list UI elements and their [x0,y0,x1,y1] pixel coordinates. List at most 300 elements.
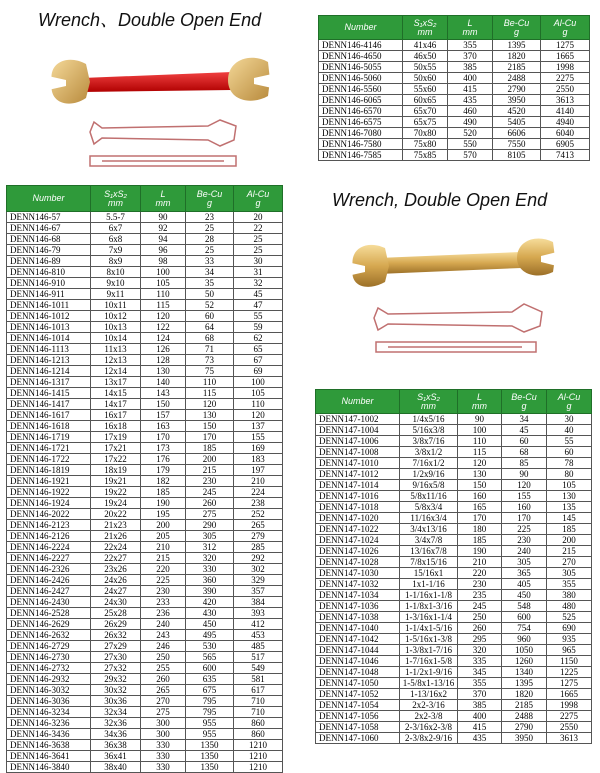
cell-length: 335 [458,656,502,667]
cell-be-cu: 275 [186,509,234,520]
cell-size: 1-13/16x2 [400,689,458,700]
cell-al-cu: 210 [234,476,283,487]
cell-be-cu: 365 [502,568,547,579]
cell-size: 27x29 [91,641,141,652]
cell-al-cu: 2275 [547,711,592,722]
cell-size: 55x60 [403,84,448,95]
table-row [319,139,590,150]
spec-table-imperial [315,389,592,744]
cell-be-cu: 2790 [502,722,547,733]
table-row [7,355,283,366]
cell-al-cu: 145 [547,513,592,524]
cell-al-cu: 302 [234,564,283,575]
cell-number: DENN147-1006 [316,436,400,447]
cell-be-cu: 185 [186,443,234,454]
cell-length: 245 [458,601,502,612]
cell-al-cu: 105 [547,480,592,491]
header-text: g [566,400,572,411]
cell-al-cu: 2550 [541,84,590,95]
cell-be-cu: 2488 [502,711,547,722]
cell-length: 460 [448,106,493,117]
cell-number: DENN146-2629 [7,619,91,630]
cell-number: DENN146-1617 [7,410,91,421]
cell-size: 29x32 [91,674,141,685]
cell-number: DENN147-1030 [316,568,400,579]
table-row [7,443,283,454]
cell-be-cu: 2185 [502,700,547,711]
header-al-cu [541,16,590,40]
cell-length: 210 [141,542,186,553]
cell-al-cu: 215 [547,546,592,557]
cell-al-cu: 3613 [547,733,592,744]
table-row [319,84,590,95]
cell-be-cu: 25 [186,245,234,256]
cell-al-cu: 62 [234,333,283,344]
cell-number: DENN147-1028 [316,557,400,568]
table-row [7,696,283,707]
cell-al-cu: 3613 [541,95,590,106]
cell-size: 50x60 [403,73,448,84]
cell-length: 176 [141,454,186,465]
cell-be-cu: 548 [502,601,547,612]
cell-number: DENN146-3638 [7,740,91,751]
cell-size: 6x7 [91,223,141,234]
table-row [316,458,592,469]
cell-number: DENN147-1056 [316,711,400,722]
header-be-cu [502,390,547,414]
cell-al-cu: 40 [547,425,592,436]
cell-length: 230 [458,579,502,590]
cell-size: 11x13 [91,344,141,355]
cell-number: DENN147-1022 [316,524,400,535]
header-text: mm [108,197,123,208]
cell-al-cu: 517 [234,652,283,663]
table-row [319,95,590,106]
cell-size: 13/16x7/8 [400,546,458,557]
table-row [7,641,283,652]
cell-length: 265 [141,685,186,696]
table-row [7,575,283,586]
cell-al-cu: 60 [547,447,592,458]
header-text: Al-Cu [553,17,577,28]
cell-al-cu: 690 [547,623,592,634]
cell-length: 100 [458,425,502,436]
cell-number: DENN146-6575 [319,117,403,128]
table-row [7,762,283,773]
cell-length: 435 [448,95,493,106]
cell-be-cu: 405 [502,579,547,590]
cell-al-cu: 1665 [541,51,590,62]
cell-length: 110 [141,289,186,300]
cell-al-cu: 6905 [541,139,590,150]
cell-be-cu: 4520 [493,106,541,117]
cell-al-cu: 238 [234,498,283,509]
cell-be-cu: 3950 [493,95,541,106]
cell-size: 20x22 [91,509,141,520]
cell-number: DENN147-1052 [316,689,400,700]
cell-number: DENN146-3032 [7,685,91,696]
cell-be-cu: 600 [502,612,547,623]
table-row [7,608,283,619]
header-number [316,390,400,414]
table-row [7,630,283,641]
cell-number: DENN147-1038 [316,612,400,623]
table-row [7,707,283,718]
cell-size: 16x18 [91,421,141,432]
cell-size: 18x19 [91,465,141,476]
cell-al-cu: 100 [234,377,283,388]
header-text: Al-Cu [246,188,270,199]
table-row [7,542,283,553]
cell-be-cu: 245 [186,487,234,498]
cell-al-cu: 55 [234,311,283,322]
header-text: S₁xS₂ [413,17,437,28]
cell-length: 236 [141,608,186,619]
cell-be-cu: 495 [186,630,234,641]
cell-size: 30x32 [91,685,141,696]
cell-al-cu: 130 [547,491,592,502]
cell-size: 1x1-1/16 [400,579,458,590]
cell-be-cu: 3950 [502,733,547,744]
cell-length: 385 [448,62,493,73]
header-text: S₁xS₂ [417,391,440,402]
header-text: L [160,188,166,199]
cell-al-cu: 30 [547,414,592,425]
cell-length: 160 [458,491,502,502]
cell-al-cu: 252 [234,509,283,520]
cell-be-cu: 305 [502,557,547,568]
cell-number: DENN147-1050 [316,678,400,689]
cell-al-cu: 1150 [547,656,592,667]
cell-be-cu: 64 [186,322,234,333]
cell-size: 34x36 [91,729,141,740]
cell-be-cu: 1820 [502,689,547,700]
header-text: Be-Cu [196,188,223,199]
cell-al-cu: 2550 [547,722,592,733]
header-length [458,390,502,414]
table-header-row [319,16,590,40]
cell-al-cu: 935 [547,634,592,645]
cell-size: 13x17 [91,377,141,388]
table-row [7,454,283,465]
cell-length: 330 [141,751,186,762]
cell-size: 6x8 [91,234,141,245]
cell-length: 128 [141,355,186,366]
cell-length: 140 [141,377,186,388]
cell-size: 1-3/16x1-1/4 [400,612,458,623]
cell-be-cu: 52 [186,300,234,311]
cell-be-cu: 23 [186,212,234,223]
cell-number: DENN146-3236 [7,718,91,729]
cell-al-cu: 485 [234,641,283,652]
table-row [7,597,283,608]
cell-length: 180 [458,524,502,535]
cell-size: 12x14 [91,366,141,377]
cell-number: DENN146-2427 [7,586,91,597]
table-row [7,311,283,322]
table-row [7,718,283,729]
cell-length: 260 [141,674,186,685]
cell-size: 5/16x3/8 [400,425,458,436]
cell-size: 2x2-3/8 [400,711,458,722]
table-row [316,524,592,535]
cell-length: 210 [458,557,502,568]
cell-be-cu: 155 [502,491,547,502]
table-row [316,689,592,700]
cell-number: DENN146-1214 [7,366,91,377]
red-wrench-image [42,52,274,116]
table-row [7,509,283,520]
cell-size: 10x14 [91,333,141,344]
cell-number: DENN147-1060 [316,733,400,744]
cell-number: DENN147-1004 [316,425,400,436]
table-row [7,399,283,410]
cell-be-cu: 170 [502,513,547,524]
table-row [7,289,283,300]
cell-number: DENN146-7080 [319,128,403,139]
cell-length: 370 [458,689,502,700]
cell-be-cu: 28 [186,234,234,245]
cell-size: 27x30 [91,652,141,663]
cell-size: 9/16x5/8 [400,480,458,491]
cell-size: 22x27 [91,553,141,564]
header-text: Al-Cu [557,391,581,402]
cell-length: 246 [141,641,186,652]
cell-number: DENN146-1014 [7,333,91,344]
cell-length: 255 [141,663,186,674]
table-row [316,700,592,711]
cell-number: DENN147-1020 [316,513,400,524]
cell-number: DENN146-68 [7,234,91,245]
cell-number: DENN146-3840 [7,762,91,773]
table-row [319,40,590,51]
cell-length: 90 [141,212,186,223]
cell-be-cu: 312 [186,542,234,553]
spec-table-metric [6,185,283,773]
cell-length: 400 [448,73,493,84]
cell-number: DENN147-1016 [316,491,400,502]
cell-size: 5/8x3/4 [400,502,458,513]
table-row [7,520,283,531]
cell-length: 105 [141,278,186,289]
header-length [448,16,493,40]
cell-length: 190 [141,498,186,509]
cell-number: DENN146-6065 [319,95,403,106]
cell-number: DENN147-1018 [316,502,400,513]
cell-size: 2-3/16x2-3/8 [400,722,458,733]
cell-al-cu: 710 [234,696,283,707]
cell-number: DENN147-1048 [316,667,400,678]
cell-size: 1-1/16x1-1/8 [400,590,458,601]
cell-length: 110 [458,436,502,447]
cell-size: 10x13 [91,322,141,333]
cell-be-cu: 90 [502,469,547,480]
cell-be-cu: 600 [186,663,234,674]
left-title: Wrench、Double Open End [38,10,262,30]
table-row [316,557,592,568]
cell-number: DENN146-7580 [319,139,403,150]
table-row [7,465,283,476]
cell-be-cu: 360 [186,575,234,586]
cell-length: 260 [458,623,502,634]
table-row [7,487,283,498]
cell-be-cu: 1340 [502,667,547,678]
cell-be-cu: 68 [186,333,234,344]
cell-size: 11/16x3/4 [400,513,458,524]
table-row [316,722,592,733]
table-row [7,652,283,663]
cell-al-cu: 329 [234,575,283,586]
cell-number: DENN146-2732 [7,663,91,674]
table-row [316,502,592,513]
cell-number: DENN146-2729 [7,641,91,652]
cell-number: DENN147-1054 [316,700,400,711]
cell-size: 8x9 [91,256,141,267]
header-size [91,186,141,212]
cell-length: 300 [141,718,186,729]
cell-length: 150 [141,399,186,410]
table-row [7,476,283,487]
cell-al-cu: 224 [234,487,283,498]
table-row [316,568,592,579]
cell-size: 25x28 [91,608,141,619]
cell-size: 3/8x1/2 [400,447,458,458]
cell-be-cu: 25 [186,223,234,234]
cell-number: DENN146-4146 [319,40,403,51]
cell-be-cu: 200 [186,454,234,465]
cell-length: 250 [141,652,186,663]
cell-be-cu: 1350 [186,762,234,773]
cell-length: 150 [458,480,502,491]
table-row [316,535,592,546]
cell-number: DENN146-1415 [7,388,91,399]
cell-size: 22x24 [91,542,141,553]
table-row [7,256,283,267]
cell-number: DENN147-1032 [316,579,400,590]
cell-size: 41x46 [403,40,448,51]
cell-size: 75x85 [403,150,448,161]
header-number [7,186,91,212]
cell-al-cu: 169 [234,443,283,454]
cell-length: 520 [448,128,493,139]
cell-number: DENN146-1819 [7,465,91,476]
cell-al-cu: 197 [234,465,283,476]
table-row [7,751,283,762]
cell-size: 19x22 [91,487,141,498]
cell-number: DENN147-1042 [316,634,400,645]
cell-length: 126 [141,344,186,355]
cell-al-cu: 32 [234,278,283,289]
cell-length: 165 [458,502,502,513]
cell-be-cu: 754 [502,623,547,634]
cell-length: 173 [141,443,186,454]
cell-number: DENN147-1010 [316,458,400,469]
header-size [403,16,448,40]
cell-length: 185 [141,487,186,498]
cell-length: 205 [141,531,186,542]
cell-al-cu: 384 [234,597,283,608]
cell-size: 17x21 [91,443,141,454]
cell-size: 21x23 [91,520,141,531]
cell-length: 92 [141,223,186,234]
cell-number: DENN147-1024 [316,535,400,546]
wrench-drawing-right [372,302,544,358]
table-row [7,223,283,234]
cell-length: 170 [141,432,186,443]
cell-al-cu: 1998 [541,62,590,73]
cell-be-cu: 68 [502,447,547,458]
cell-size: 10x12 [91,311,141,322]
cell-number: DENN147-1002 [316,414,400,425]
header-text: g [521,400,527,411]
cell-length: 235 [458,590,502,601]
cell-number: DENN146-67 [7,223,91,234]
table-row [316,601,592,612]
gold-wrench-image [345,234,557,296]
cell-be-cu: 675 [186,685,234,696]
cell-number: DENN146-5055 [319,62,403,73]
cell-be-cu: 6606 [493,128,541,139]
cell-number: DENN147-1026 [316,546,400,557]
cell-be-cu: 565 [186,652,234,663]
table-row [7,234,283,245]
cell-length: 170 [458,513,502,524]
cell-number: DENN146-2932 [7,674,91,685]
table-row [319,62,590,73]
cell-length: 330 [141,762,186,773]
table-row [7,663,283,674]
cell-al-cu: 270 [547,557,592,568]
cell-size: 50x55 [403,62,448,73]
table-row [7,729,283,740]
cell-be-cu: 450 [502,590,547,601]
table-row [7,685,283,696]
cell-al-cu: 45 [234,289,283,300]
table-row [7,278,283,289]
header-text: Number [344,22,377,32]
cell-number: DENN146-1722 [7,454,91,465]
cell-be-cu: 45 [502,425,547,436]
cell-be-cu: 5405 [493,117,541,128]
cell-be-cu: 305 [186,531,234,542]
header-be-cu [186,186,234,212]
cell-size: 19x24 [91,498,141,509]
cell-be-cu: 230 [186,476,234,487]
cell-number: DENN146-2430 [7,597,91,608]
cell-al-cu: 581 [234,674,283,685]
cell-al-cu: 4940 [541,117,590,128]
cell-al-cu: 1210 [234,751,283,762]
cell-al-cu: 30 [234,256,283,267]
cell-number: DENN146-5060 [319,73,403,84]
cell-be-cu: 73 [186,355,234,366]
cell-be-cu: 240 [502,546,547,557]
cell-number: DENN146-7585 [319,150,403,161]
cell-al-cu: 265 [234,520,283,531]
cell-be-cu: 1395 [493,40,541,51]
cell-number: DENN146-2632 [7,630,91,641]
cell-number: DENN147-1046 [316,656,400,667]
cell-be-cu: 85 [502,458,547,469]
table-row [7,421,283,432]
cell-al-cu: 137 [234,421,283,432]
cell-be-cu: 215 [186,465,234,476]
cell-al-cu: 120 [234,410,283,421]
cell-al-cu: 7413 [541,150,590,161]
cell-be-cu: 110 [186,377,234,388]
cell-size: 26x32 [91,630,141,641]
cell-number: DENN146-1011 [7,300,91,311]
